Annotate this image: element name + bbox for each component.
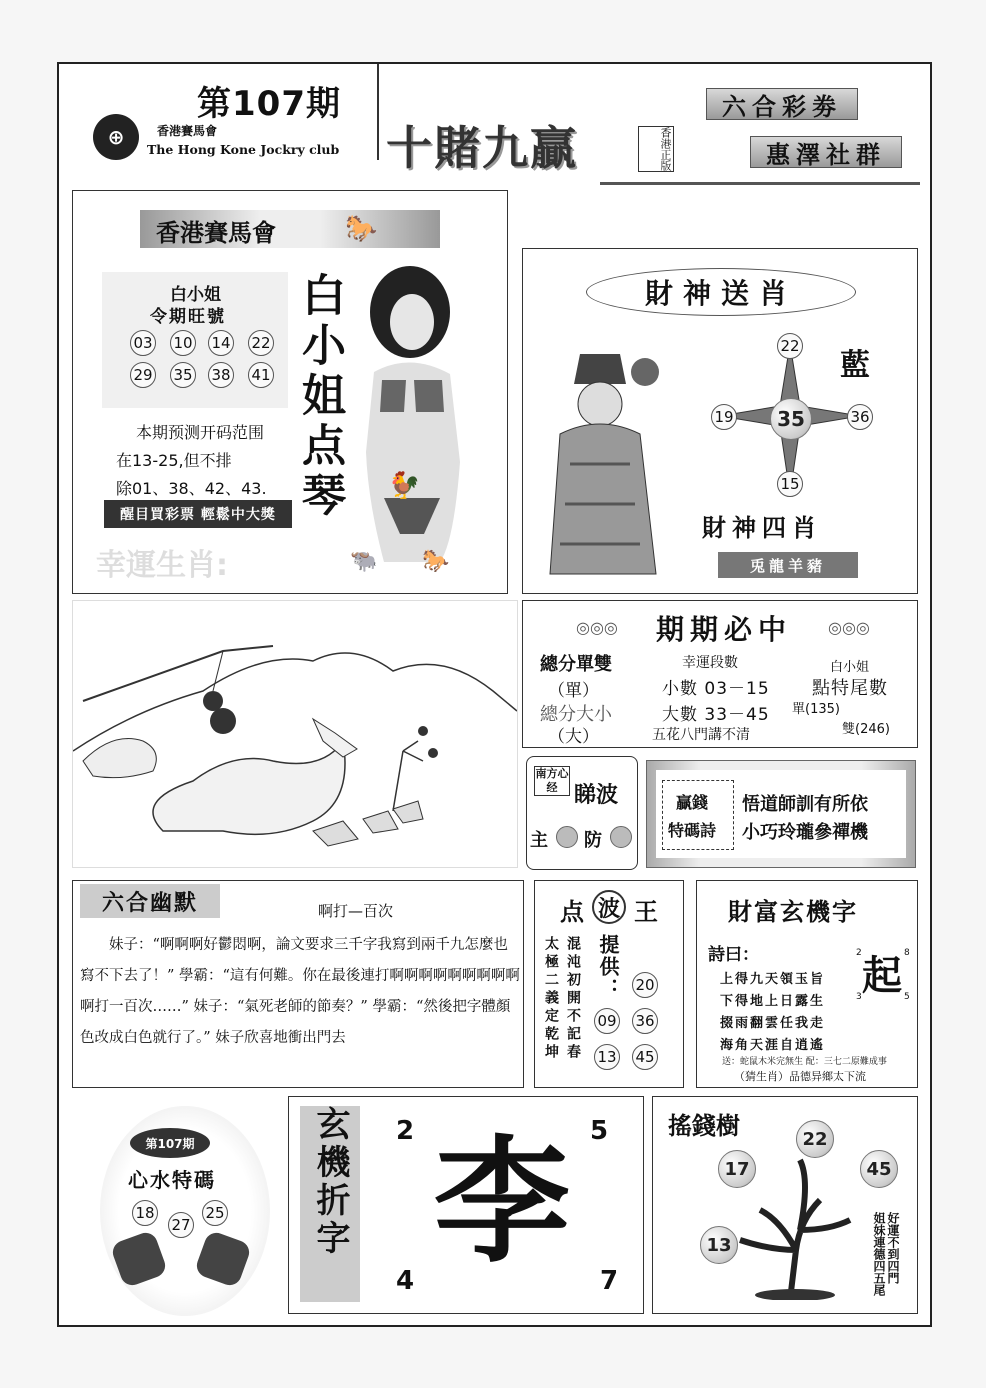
- xuanji-line-2: 下得地上日露生: [720, 994, 826, 1009]
- dianbo-provide: 提供：: [596, 934, 620, 1000]
- compass-right-number: 36: [847, 404, 873, 430]
- header-left: [59, 64, 379, 160]
- jockey-name: 香港賽馬會: [157, 124, 218, 138]
- heart-number: 18: [132, 1200, 158, 1226]
- tree-number: 17: [718, 1150, 756, 1188]
- predict-line-1: 本期预测开码范围: [136, 423, 265, 442]
- jockey-name-en: The Hong Kone Jockry club: [147, 142, 340, 157]
- compass-left-number: 19: [711, 404, 737, 430]
- faded-zodiac-text: 幸運生肖:: [96, 548, 228, 583]
- dianbo-number: 36: [632, 1008, 658, 1034]
- slogan-bar: 醒目買彩票 輕鬆中大獎: [104, 500, 292, 528]
- miss-bai-vertical-title: 白小姐点琴: [294, 272, 345, 522]
- split-big-char: 李: [434, 1124, 570, 1282]
- bowave-main: 主: [530, 830, 548, 851]
- xuanji-n2: 2: [856, 948, 862, 958]
- coin-icon: ◎◎◎: [828, 618, 870, 637]
- caishen-figure: [540, 324, 670, 584]
- humor-subtitle: 啊打—百次: [318, 902, 394, 920]
- xuanji-line-4: 海角天涯自逍遙: [720, 1038, 826, 1053]
- humor-title: 六合幽默: [80, 884, 220, 918]
- caishen-title: 財神送肖: [586, 268, 856, 316]
- compass-top-number: 22: [777, 333, 803, 359]
- qiqi-r1c: 白小姐: [830, 660, 870, 675]
- lucky-number: 22: [248, 330, 274, 356]
- lucky-number: 14: [208, 330, 234, 356]
- tag-mark-six: 六合彩劵: [706, 88, 858, 120]
- split-title: 玄機折字: [300, 1106, 360, 1302]
- tag-community: 惠澤社群: [750, 136, 902, 168]
- qiqi-r1b: 幸運段數: [682, 655, 738, 671]
- xuanji-foot-2: （猜生肖）品德异鄉太下流: [734, 1070, 866, 1083]
- lucky-number: 38: [208, 362, 234, 388]
- coin-icon: ◎◎◎: [576, 618, 618, 637]
- qiqi-r4c: 雙(246): [842, 722, 890, 737]
- xuanji-line-1: 上得九天領玉旨: [720, 972, 826, 987]
- qiqi-r2b: 小數 03－15: [662, 679, 770, 699]
- predict-line-2: 在13-25,但不排: [116, 451, 232, 470]
- poem-line-2: 小巧玲瓏參禪機: [742, 822, 868, 843]
- split-bl: 4: [396, 1266, 415, 1296]
- qiqi-r2c: 點特尾數: [812, 678, 888, 699]
- jockey-logo-icon: ⊕: [93, 114, 139, 160]
- bowave-title: 睇波: [574, 783, 619, 808]
- qiqi-r2a: （單）: [548, 681, 599, 701]
- dianbo-title-b: 波: [592, 890, 626, 924]
- poem-label-1: 贏錢: [676, 793, 709, 812]
- tree-number: 45: [860, 1150, 898, 1188]
- dianbo-number: 45: [632, 1044, 658, 1070]
- xuanji-n8: 8: [904, 948, 910, 958]
- card-title-1: 白小姐: [170, 285, 221, 305]
- split-tr: 5: [590, 1116, 609, 1146]
- color-hint: 藍: [840, 348, 870, 383]
- xuanji-n3: 3: [856, 992, 862, 1002]
- heart-number: 27: [168, 1212, 194, 1238]
- dianbo-number: 13: [594, 1044, 620, 1070]
- compass-bottom-number: 15: [777, 471, 803, 497]
- dianbo-title-a: 点: [560, 898, 584, 926]
- svg-text:🐓: 🐓: [388, 471, 421, 501]
- svg-text:🐃: 🐃: [350, 549, 378, 574]
- xuanji-title: 財富玄機字: [728, 898, 858, 926]
- tree-number: 13: [700, 1226, 738, 1264]
- tree-number: 22: [796, 1120, 834, 1158]
- puzzle-illustration: [72, 600, 518, 868]
- heart-title: 心水特碼: [128, 1168, 216, 1192]
- issue-number: 第107期: [197, 84, 341, 124]
- main-ball-icon: [556, 826, 578, 848]
- heart-number: 25: [202, 1200, 228, 1226]
- dianbo-number: 09: [594, 1008, 620, 1034]
- poem-label-2: 特碼詩: [668, 821, 717, 840]
- lucky-number: 41: [248, 362, 274, 388]
- xuanji-big-char: 起: [862, 953, 902, 999]
- qiqi-r4b: 五花八門講不清: [652, 727, 750, 743]
- qiqi-r4a: （大）: [548, 727, 599, 747]
- guard-ball-icon: [610, 826, 632, 848]
- split-br: 7: [600, 1266, 619, 1296]
- horse-rider-icon: 🐎: [345, 214, 378, 244]
- qiqi-r1a: 總分單雙: [540, 654, 612, 675]
- caishen-subtitle: 財神四肖: [702, 514, 822, 542]
- tree-poem: 好運不到四門 姐妹連德四五尾: [872, 1212, 900, 1296]
- dianbo-col-2: 混沌初開不記春: [565, 936, 581, 1062]
- dianbo-title-c: 王: [634, 898, 658, 926]
- xuanji-line-3: 掇雨翻雲任我走: [720, 1016, 826, 1031]
- qiqi-title: 期期必中: [656, 613, 793, 646]
- miss-bai-banner: [140, 210, 440, 248]
- dianbo-col-1: 太極二義定乾坤: [543, 936, 559, 1062]
- main-title: 十賭九贏: [386, 121, 578, 175]
- banner-text: 香港賽馬會: [156, 219, 276, 247]
- poem-line-1: 悟道師訓有所依: [742, 794, 868, 815]
- qiqi-r3a: 總分大小: [540, 704, 612, 725]
- bowave-label: 南方心经: [535, 767, 569, 794]
- bowave-guard: 防: [584, 830, 602, 851]
- xuanji-foot-1: 送：蛇鼠木米完無生 配：三七二原難成事: [722, 1057, 887, 1067]
- predict-line-3: 除01、38、42、43.: [116, 479, 267, 498]
- compass-center-number: 35: [770, 398, 812, 440]
- svg-text:🐎: 🐎: [422, 549, 450, 574]
- lucky-number: 10: [170, 330, 196, 356]
- xuanji-n5: 5: [904, 992, 910, 1002]
- header-rule: [600, 182, 920, 185]
- tree-title: 搖錢樹: [668, 1112, 740, 1140]
- lucky-number: 03: [130, 330, 156, 356]
- qiqi-r3c: 單(135): [792, 702, 840, 717]
- xuanji-poem-label: 詩曰：: [708, 945, 759, 965]
- qiqi-r3b: 大數 33－45: [662, 705, 770, 725]
- model-photo: [344, 262, 474, 574]
- lucky-number: 35: [170, 362, 196, 388]
- lucky-number: 29: [130, 362, 156, 388]
- official-badge: 香港正版: [638, 126, 674, 172]
- zodiac-bar: 兎龍羊豬: [718, 552, 858, 578]
- humor-text: 妹子：“啊啊啊好鬱悶啊，論文要求三千字我寫到兩千九怎麼也寫不下去了！” 學霸：“這有何難。你在最後連打啊啊啊啊啊啊啊啊啊啊打一百次……” 妹子：“氣死老師的節奏？” 學霸：“然後把字體顏色改成白色就行了。” 妹子欣喜地衝出門去: [80, 937, 520, 1046]
- card-title-2: 令期旺號: [150, 307, 226, 327]
- split-tl: 2: [396, 1116, 415, 1146]
- dianbo-number: 20: [632, 972, 658, 998]
- heart-badge: 第107期: [130, 1128, 210, 1158]
